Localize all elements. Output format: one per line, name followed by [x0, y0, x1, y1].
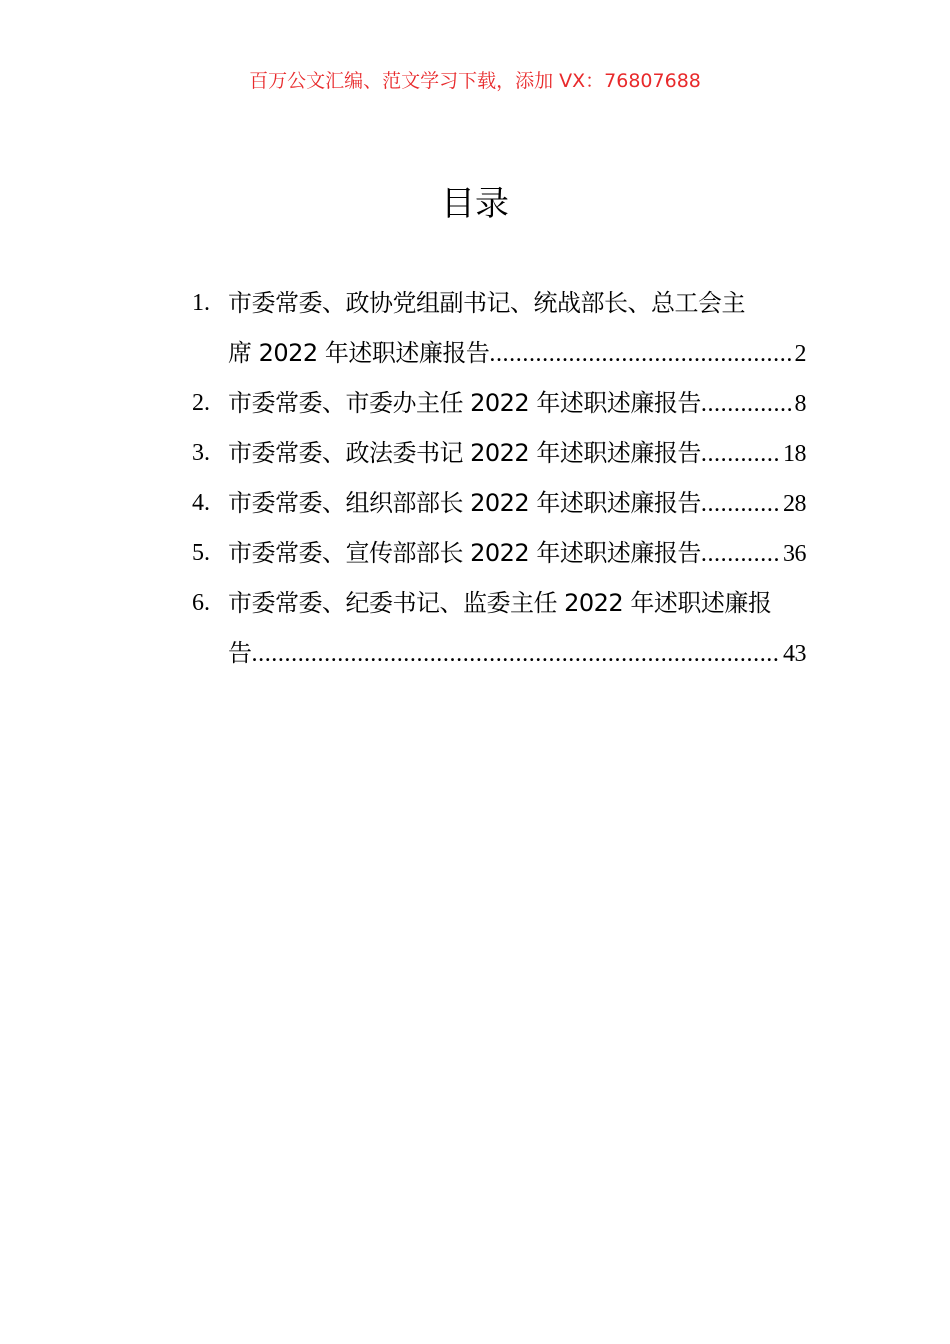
table-of-contents [192, 278, 806, 678]
toc-entry-line [228, 628, 806, 678]
toc-page-number: 36 [783, 541, 806, 567]
toc-page-number: 2 [794, 341, 806, 367]
toc-leader-dots [701, 479, 781, 529]
toc-entry-1[interactable] [192, 278, 806, 378]
toc-entry-line [228, 278, 806, 328]
toc-entry-3[interactable] [192, 428, 806, 478]
toc-entry-line [228, 478, 806, 528]
toc-leader-dots [701, 429, 781, 479]
toc-entry-4[interactable] [192, 478, 806, 528]
toc-entry-number: 1. [192, 290, 210, 316]
toc-page-number: 43 [783, 641, 806, 667]
toc-entry-text: 市委常委、市委办主任 2022 年述职述廉报告 [228, 389, 701, 417]
toc-entry-number: 6. [192, 590, 210, 616]
header-note: 百万公文汇编、范文学习下载，添加 VX：76807688 [249, 70, 701, 92]
toc-entry-text: 市委常委、政协党组副书记、统战部长、总工会主 [228, 289, 745, 317]
toc-entry-text: 市委常委、政法委书记 2022 年述职述廉报告 [228, 439, 701, 467]
toc-page-number: 8 [794, 391, 806, 417]
toc-page-number: 28 [783, 491, 806, 517]
toc-entry-line [228, 328, 806, 378]
toc-entry-text: 告 [228, 639, 252, 667]
toc-leader-dots [489, 329, 792, 379]
toc-leader-dots [701, 379, 793, 429]
toc-entry-2[interactable] [192, 378, 806, 428]
toc-entry-text: 席 2022 年述职述廉报告 [228, 339, 490, 367]
toc-leader-dots [701, 529, 781, 579]
toc-entry-line [228, 428, 806, 478]
toc-entry-5[interactable] [192, 528, 806, 578]
toc-entry-number: 4. [192, 490, 210, 516]
toc-entry-number: 2. [192, 390, 210, 416]
toc-leader-dots [252, 629, 782, 679]
toc-entry-text: 市委常委、纪委书记、监委主任 2022 年述职述廉报 [228, 589, 772, 617]
toc-entry-line [228, 378, 806, 428]
toc-entry-line [228, 578, 806, 628]
toc-page-number: 18 [783, 441, 806, 467]
toc-entry-number: 5. [192, 540, 210, 566]
toc-entry-line [228, 528, 806, 578]
toc-entry-text: 市委常委、组织部部长 2022 年述职述廉报告 [228, 489, 701, 517]
toc-entry-6[interactable] [192, 578, 806, 678]
page-title: 目录 [441, 184, 509, 224]
toc-entry-text: 市委常委、宣传部部长 2022 年述职述廉报告 [228, 539, 701, 567]
toc-entry-number: 3. [192, 440, 210, 466]
